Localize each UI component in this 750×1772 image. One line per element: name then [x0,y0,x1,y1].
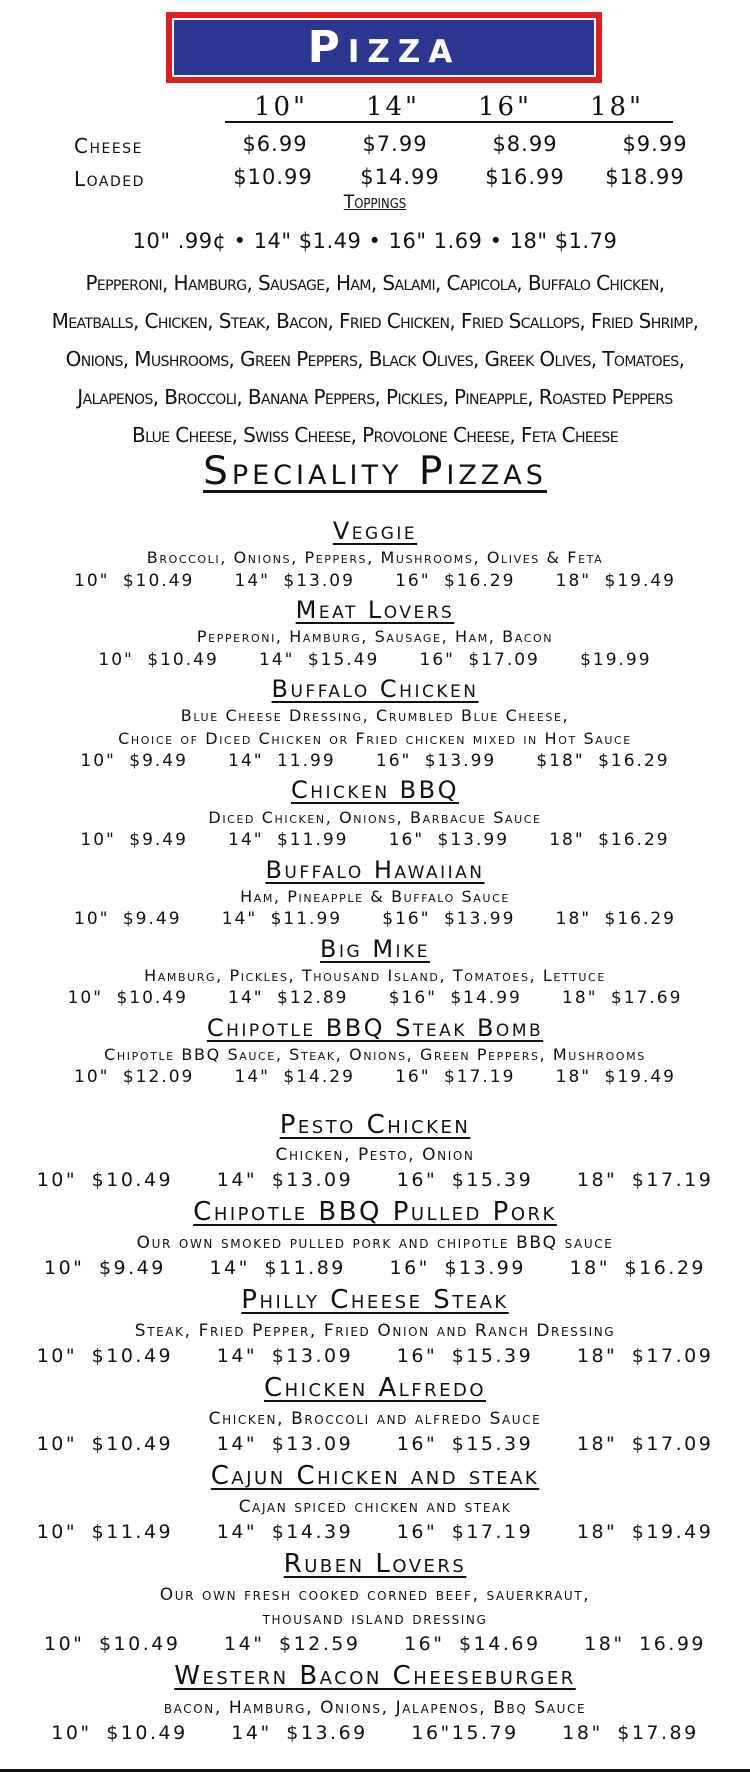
pizza-banner [166,12,602,83]
pizza-desc: Chicken, Pesto, Onion [275,1145,475,1165]
pizza-name-big-mike: Big Mike [320,935,430,963]
banner-title: Pizza [307,21,461,73]
price-cell: $14.99 [360,165,440,189]
pizza-name-chipotle-bbq-pulled-pork: Chipotle BBQ Pulled Pork [193,1197,557,1227]
pizza-prices: 10" $10.49 14" $13.09 16" $15.39 18" $17.09 [36,1345,714,1367]
pizza-name-buffalo-hawaiian: Buffalo Hawaiian [265,856,485,884]
pizza-prices: 10" $10.49 14" $13.09 16" $16.29 18" $19.49 [74,571,676,591]
topping-line: Jalapenos, Broccoli, Banana Peppers, Pickles, Pineapple, Roasted Peppers [77,385,673,409]
topping-line: Meatballs, Chicken, Steak, Bacon, Fried Chicken, Fried Scallops, Fried Shrimp, [51,309,699,333]
pizza-name-pesto-chicken: Pesto Chicken [279,1110,471,1140]
pizza-prices: 10" $9.49 14" $11.99 16" $13.99 18" $16.29 [80,830,670,850]
price-cell: $18.99 [605,165,685,189]
price-cell: $6.99 [242,132,308,156]
pizza-desc: bacon, Hamburg, Onions, Jalapenos, Bbq Sauce [163,1698,587,1718]
topping-line: Pepperoni, Hamburg, Sausage, Ham, Salami, Capicola, Buffalo Chicken, [85,271,665,295]
size-header-row [225,94,673,123]
pizza-prices: 10" $10.49 14" $13.09 16" $15.39 18" $17.19 [36,1169,714,1191]
pizza-desc: Chicken, Broccoli and alfredo Sauce [208,1409,542,1429]
pizza-prices: 10" $10.49 14" $12.89 $16" $14.99 18" $17.69 [67,988,683,1008]
pizza-name-chicken-bbq: Chicken BBQ [291,776,459,804]
pizza-desc: thousand island dressing [262,1609,488,1629]
topping-prices: 10" .99¢ • 14" $1.49 • 16" 1.69 • 18" $1.79 [132,229,618,253]
pizza-name-meat-lovers: Meat Lovers [295,596,455,624]
price-row-cheese [0,131,750,159]
price-cell: $16.99 [485,165,565,189]
pizza-name-philly-cheese-steak: Philly Cheese Steak [241,1285,509,1315]
pizza-banner-inner [172,18,596,77]
pizza-prices: 10" $10.49 14" $13.09 16" $15.39 18" $17.09 [36,1433,714,1455]
toppings-title: Toppings [343,191,407,213]
pizza-name-western-bacon-cheeseburger: Western Bacon Cheeseburger [174,1661,576,1691]
price-cell: $7.99 [362,132,428,156]
pizza-prices: 10" $9.49 14" 11.99 16" $13.99 $18" $16.29 [80,751,670,771]
pizza-desc: Hamburg, Pickles, Thousand Island, Tomatoes, Lettuce [144,966,606,985]
pizza-desc: Pepperoni, Hamburg, Sausage, Ham, Bacon [196,627,554,646]
price-row-loaded [0,164,750,192]
price-cell: $8.99 [492,132,558,156]
pizza-desc: Choice of Diced Chicken or Fried chicken mixed in Hot Sauce [118,729,632,748]
pizza-prices: 10" $10.49 14" $12.59 16" $14.69 18" 16.99 [43,1633,706,1655]
size-header: 14" [365,92,421,122]
pizza-desc: Blue Cheese Dressing, Crumbled Blue Cheese, [180,706,570,725]
size-header: 10" [253,92,309,122]
size-header: 16" [477,92,533,122]
pizza-name-chipotle-bbq-steak-bomb: Chipotle BBQ Steak Bomb [206,1014,544,1042]
topping-line: Onions, Mushrooms, Green Peppers, Black Olives, Greek Olives, Tomatoes, [65,347,685,371]
pizza-name-cajun-chicken-and-steak: Cajun Chicken and steak [210,1461,540,1491]
specialty-title: Speciality Pizzas [203,449,547,494]
pizza-name-ruben-lovers: Ruben Lovers [283,1549,467,1579]
price-row-label: Loaded [74,167,145,191]
pizza-name-buffalo-chicken: Buffalo Chicken [271,675,479,703]
price-cell: $9.99 [622,132,688,156]
topping-line: Blue Cheese, Swiss Cheese, Provolone Cheese, Feta Cheese [132,423,618,447]
pizza-desc: Ham, Pineapple & Buffalo Sauce [240,887,510,906]
pizza-prices: 10" $10.49 14" $13.69 16"15.79 18" $17.89 [51,1722,699,1744]
pizza-prices: 10" $11.49 14" $14.39 16" $17.19 18" $19.49 [36,1521,714,1543]
price-row-label: Cheese [74,134,143,158]
pizza-prices: 10" $12.09 14" $14.29 16" $17.19 18" $19.49 [74,1067,676,1087]
pizza-desc: Broccoli, Onions, Peppers, Mushrooms, Olives & Feta [146,548,604,567]
pizza-desc: Our own fresh cooked corned beef, sauerkraut, [159,1585,591,1605]
pizza-desc: Steak, Fried Pepper, Fried Onion and Ranch Dressing [134,1321,616,1341]
pizza-name-veggie: Veggie [332,517,418,545]
pizza-name-chicken-alfredo: Chicken Alfredo [263,1373,487,1403]
pizza-desc: Our own smoked pulled pork and chipotle BBQ sauce [136,1233,614,1253]
pizza-desc: Chipotle BBQ Sauce, Steak, Onions, Green Peppers, Mushrooms [104,1045,646,1064]
pizza-prices: 10" $10.49 14" $15.49 16" $17.09 $19.99 [98,650,652,670]
pizza-prices: 10" $9.49 14" $11.99 $16" $13.99 18" $16.29 [74,909,676,929]
price-cell: $10.99 [233,165,313,189]
size-header: 18" [589,92,645,122]
pizza-desc: Diced Chicken, Onions, Barbacue Sauce [208,808,542,827]
pizza-desc: Cajan spiced chicken and steak [238,1497,512,1517]
pizza-prices: 10" $9.49 14" $11.89 16" $13.99 18" $16.29 [43,1257,706,1279]
